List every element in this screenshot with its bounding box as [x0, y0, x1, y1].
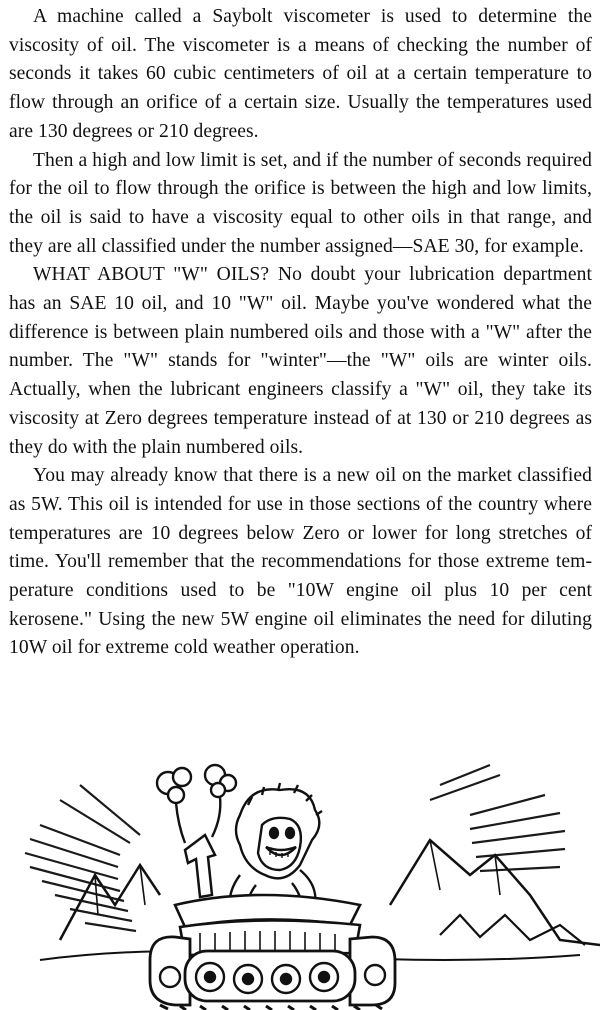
tractor-body [175, 895, 360, 955]
paragraph-5w-oil: You may already know that there is a new oil on the market classified as 5W. This oil is intended for use in those sections of the country where temperatures are 10 degrees below Zero or lower for long stretches of time. You'll remember that the recommendations for those extreme temperature conditions used to be "10W engine oil plus 10 per cent kerosene." Using the new 5W engine oil eliminates the need for diluting 10W oil for extreme cold weather operation. [9, 465, 592, 659]
paragraph-w-oils: WHAT ABOUT "W" OILS? No doubt your lubrication department has an SAE 10 oil, and 10 "W" oil. Maybe you've wondered what the difference is between plain numbered oils and those with a "W" after the number. The "W" stands for "winter"—the "W" oils are winter oils. Actually, when the lubricant engineers classify a "W" oil, they take its viscosity at Zero degrees temperature instead of at 130 or 210 degrees as they do with the plain numbered oils. [9, 264, 592, 458]
right-hatching [430, 765, 565, 871]
exhaust-pipe [185, 835, 215, 897]
cartoon-frozen-driver-on-tractor-icon [0, 755, 600, 1010]
body-text [9, 3, 592, 663]
paragraph-high-low-limits: Then a high and low limit is set, and if the number of seconds required for the oil to flow through the orifice is between the high and low limits, the oil is said to have a viscosity equal to other oils in that range, and they are all classified under the number assigned—SAE 30, for example. [9, 149, 592, 257]
steam-puffs [157, 765, 236, 843]
paragraph-saybolt-viscometer: A machine called a Saybolt viscometer is used to determine the viscosity of oil. The viscometer is a means of checking the number of seconds it takes 60 cubic centimeters of oil at a certain temperature to flow through an orifice of a certain size. Usually the temperatures used are 130 degrees or 210 degrees. [9, 6, 592, 142]
left-hatching [25, 785, 140, 931]
